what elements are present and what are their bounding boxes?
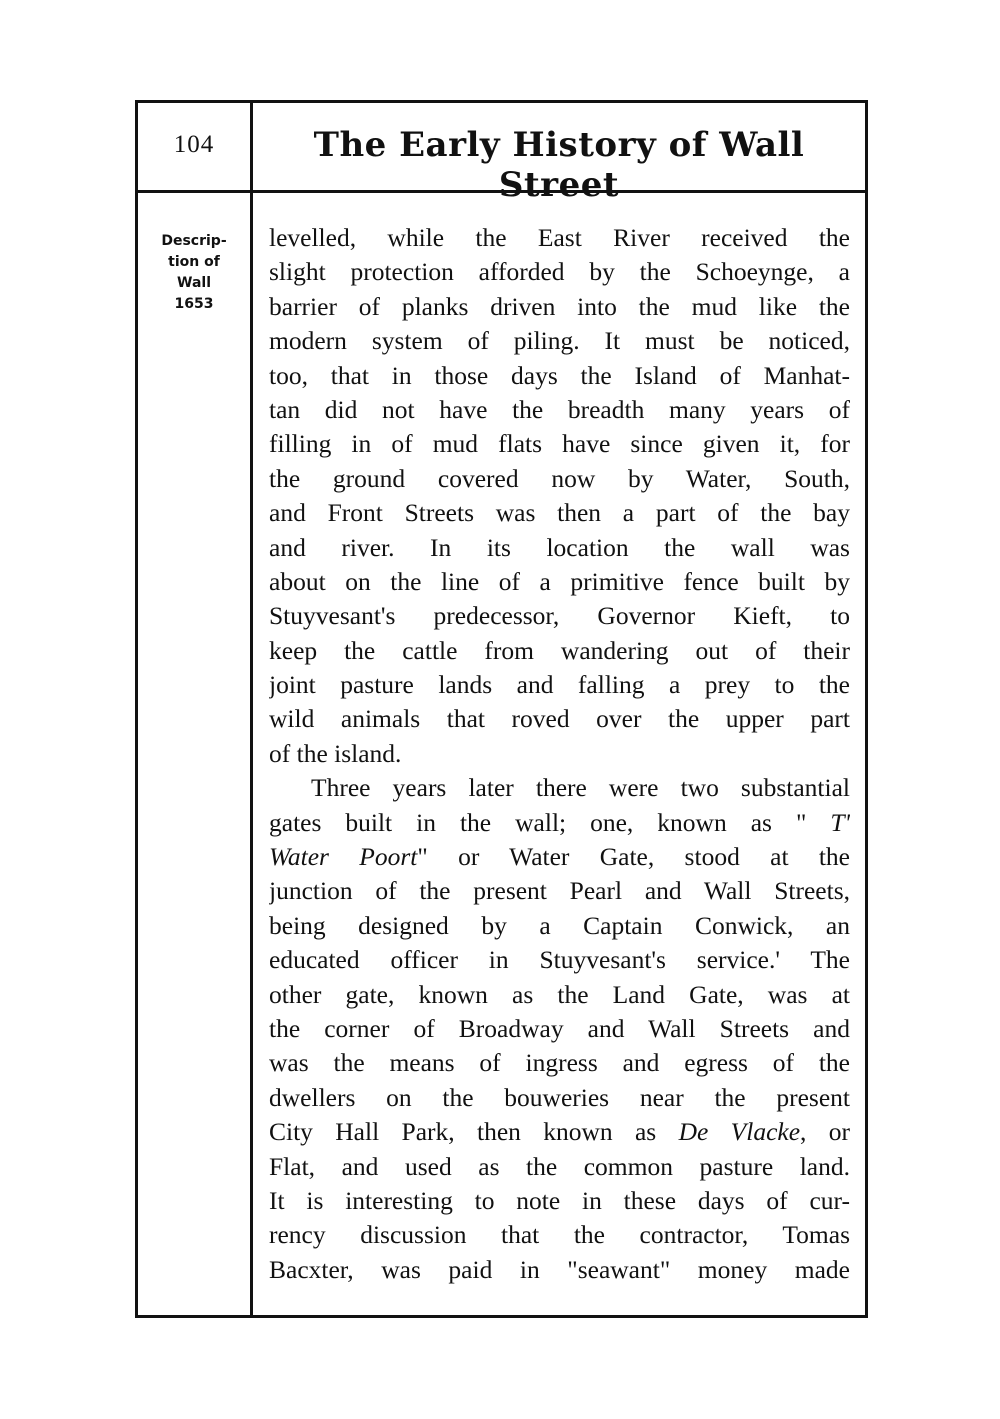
text-line [269, 806, 850, 840]
text-line [269, 462, 850, 496]
text-line [269, 909, 850, 943]
text-line [269, 943, 850, 977]
text-line [269, 840, 850, 874]
text-line [269, 290, 850, 324]
text-segment: It is interesting to note in these days of cur- [269, 1185, 850, 1215]
text-segment: of the island. [269, 738, 402, 768]
body-text [269, 221, 850, 1287]
text-segment: rency discussion that the contractor, Tomas [269, 1220, 850, 1250]
marginal-note-line: tion of [168, 254, 220, 270]
text-segment: filling in of mud flats have since given it, for [269, 429, 850, 459]
text-line [269, 255, 850, 289]
text-line [269, 1046, 850, 1080]
text-line [269, 702, 850, 736]
italic-text: De Vlacke [678, 1117, 801, 1147]
text-segment: levelled, while the East River received the [269, 223, 850, 252]
text-line [269, 1012, 850, 1046]
text-segment: too, that in those days the Island of Manhat- [269, 360, 850, 390]
text-segment: junction of the present Pearl and Wall Streets, [269, 876, 850, 906]
text-line [269, 599, 850, 633]
text-segment: the corner of Broadway and Wall Streets and [269, 1013, 850, 1043]
text-line [269, 1150, 850, 1184]
text-segment: the ground covered now by Water, South, [269, 463, 850, 493]
text-segment: City Hall Park, then known as [269, 1117, 679, 1147]
text-segment: slight protection afforded by the Schoeynge, a [269, 257, 850, 287]
text-segment: being designed by a Captain Conwick, an [269, 910, 850, 940]
margin-column-rule [250, 103, 253, 1315]
text-segment: tan did not have the breadth many years of [269, 394, 850, 424]
marginal-note-line: Wall [177, 275, 211, 291]
text-line [269, 1218, 850, 1252]
text-line [269, 531, 850, 565]
text-segment: barrier of planks driven into the mud like the [269, 291, 850, 321]
running-title: The Early History of Wall Street [313, 125, 805, 205]
text-line [269, 393, 850, 427]
text-segment: was the means of ingress and egress of the [269, 1048, 850, 1078]
text-line [269, 668, 850, 702]
text-segment: joint pasture lands and falling a prey to the [269, 670, 850, 700]
marginal-note-line: Descrip- [161, 233, 227, 249]
text-line [269, 324, 850, 358]
text-line [269, 496, 850, 530]
marginal-note-line: 1653 [174, 296, 214, 312]
text-segment: Flat, and used as the common pasture land. [269, 1151, 850, 1181]
page-number: 104 [173, 131, 215, 158]
text-line [269, 874, 850, 908]
text-segment: Stuyvesant's predecessor, Governor Kieft, to [269, 601, 850, 631]
page-frame [135, 100, 868, 1318]
text-segment: wild animals that roved over the upper part [269, 704, 850, 734]
text-segment: Three years later there were two substantial [311, 773, 850, 803]
text-segment: about on the line of a primitive fence built by [269, 566, 850, 596]
text-line [269, 221, 850, 255]
text-segment: " or Water Gate, stood at the [417, 842, 850, 872]
text-line [269, 565, 850, 599]
italic-text: Water Poort [269, 842, 418, 872]
marginal-note [142, 231, 246, 315]
text-segment: gates built in the wall; one, known as " [269, 807, 831, 837]
text-segment: , or [800, 1117, 850, 1147]
text-line [269, 1253, 850, 1287]
text-segment: modern system of piling. It must be noticed, [269, 326, 850, 356]
text-line [269, 634, 850, 668]
text-line [269, 737, 850, 771]
text-line [269, 359, 850, 393]
text-line [269, 427, 850, 461]
text-line [269, 978, 850, 1012]
text-segment: keep the cattle from wandering out of their [269, 635, 850, 665]
text-line [269, 1184, 850, 1218]
text-segment: dwellers on the bouweries near the present [269, 1082, 850, 1112]
header-rule [138, 190, 865, 193]
text-segment: other gate, known as the Land Gate, was at [269, 979, 850, 1009]
text-segment: and Front Streets was then a part of the bay [269, 498, 850, 528]
text-segment: and river. In its location the wall was [269, 532, 850, 562]
text-line [269, 771, 850, 805]
text-segment: educated officer in Stuyvesant's service.' The [269, 945, 850, 975]
text-line [269, 1115, 850, 1149]
text-segment: Bacxter, was paid in "seawant" money made [269, 1254, 850, 1284]
italic-text: T' [830, 807, 850, 837]
text-line [269, 1081, 850, 1115]
